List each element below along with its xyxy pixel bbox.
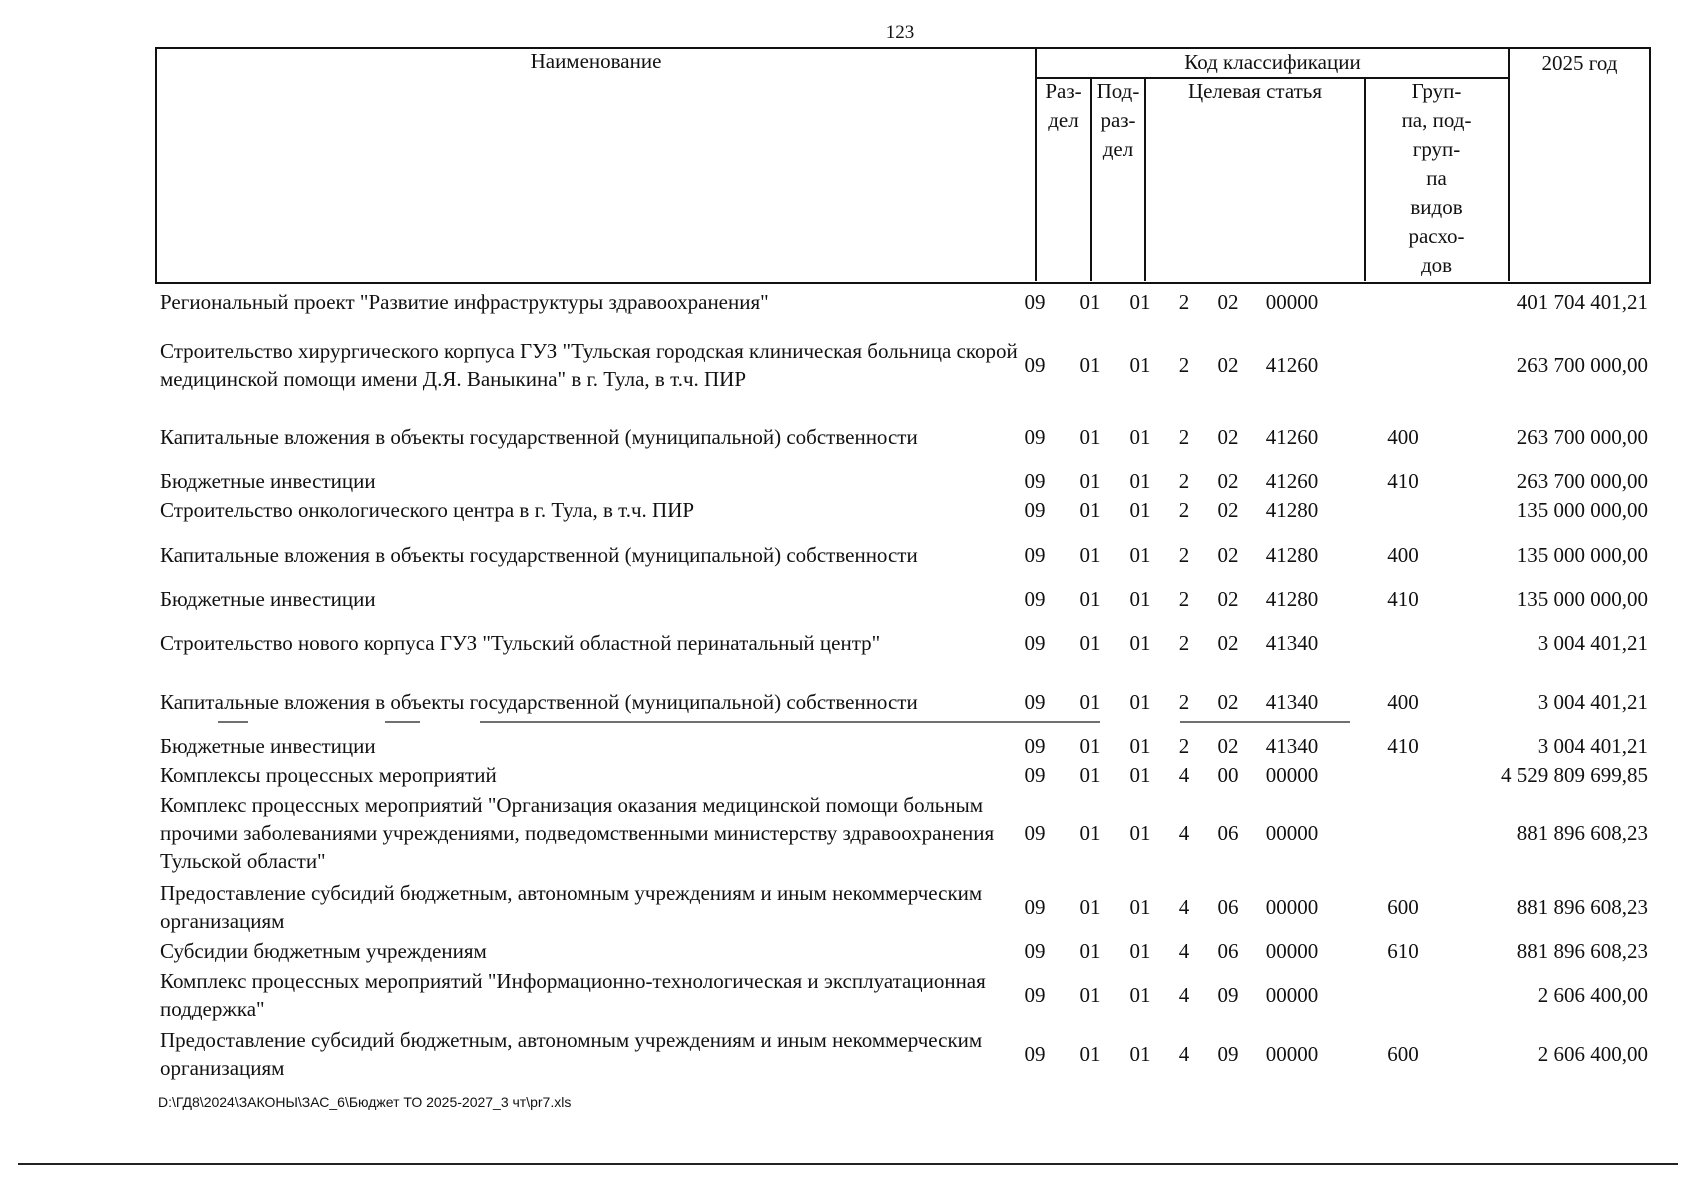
row-subsection: 01 [1079, 290, 1101, 314]
row-target-direction: 41340 [1265, 734, 1319, 758]
row-section: 09 [1024, 353, 1046, 377]
row-target-direction: 00000 [1265, 1042, 1319, 1066]
row-target-type: 2 [1178, 469, 1190, 493]
row-target-program: 01 [1129, 1042, 1151, 1066]
table-row [160, 496, 1648, 524]
row-subsection: 01 [1079, 763, 1101, 787]
table-row [160, 467, 1648, 495]
row-target-type: 4 [1178, 983, 1190, 1007]
row-expense-group: 400 [1387, 425, 1419, 449]
row-amount: 3 004 401,21 [1537, 734, 1648, 758]
row-section: 09 [1024, 631, 1046, 655]
row-expense-group: 600 [1387, 895, 1419, 919]
row-amount: 263 700 000,00 [1516, 353, 1648, 377]
table-row [160, 967, 1648, 1023]
row-amount: 881 896 608,23 [1516, 939, 1648, 963]
row-target-type: 2 [1178, 543, 1190, 567]
row-section: 09 [1024, 939, 1046, 963]
row-target-direction: 00000 [1265, 290, 1319, 314]
row-target-program: 01 [1129, 425, 1151, 449]
row-amount: 135 000 000,00 [1516, 498, 1648, 522]
row-target-structure: 06 [1217, 895, 1239, 919]
row-target-program: 01 [1129, 983, 1151, 1007]
row-target-structure: 02 [1217, 290, 1239, 314]
row-name: Комплексы процессных мероприятий [160, 763, 497, 787]
row-section: 09 [1024, 821, 1046, 845]
row-expense-group: 410 [1387, 734, 1419, 758]
row-target-structure: 02 [1217, 469, 1239, 493]
row-subsection: 01 [1079, 587, 1101, 611]
row-target-structure: 06 [1217, 821, 1239, 845]
row-name: Бюджетные инвестиции [160, 734, 376, 758]
row-name: Капитальные вложения в объекты государственной (муниципальной) собственности [160, 425, 918, 449]
row-target-program: 01 [1129, 734, 1151, 758]
row-name: Субсидии бюджетным учреждениям [160, 939, 487, 963]
row-section: 09 [1024, 734, 1046, 758]
row-target-type: 4 [1178, 895, 1190, 919]
table-row [160, 337, 1648, 393]
row-target-structure: 02 [1217, 543, 1239, 567]
row-expense-group: 400 [1387, 543, 1419, 567]
row-name: Бюджетные инвестиции [160, 469, 376, 493]
row-target-direction: 41340 [1265, 631, 1319, 655]
row-amount: 2 606 400,00 [1537, 1042, 1648, 1066]
row-target-program: 01 [1129, 469, 1151, 493]
row-section: 09 [1024, 895, 1046, 919]
row-target-direction: 00000 [1265, 821, 1319, 845]
row-name: Предоставление субсидий бюджетным, автономным учреждениям и иным некоммерческим организациям [160, 1028, 983, 1080]
row-name: Строительство онкологического центра в г. Тула, в т.ч. ПИР [160, 498, 695, 522]
row-subsection: 01 [1079, 939, 1101, 963]
row-section: 09 [1024, 983, 1046, 1007]
row-name: Бюджетные инвестиции [160, 587, 376, 611]
row-target-direction: 00000 [1265, 939, 1319, 963]
row-name: Комплекс процессных мероприятий "Информационно-технологическая и эксплуатационная поддержка" [160, 969, 986, 1021]
row-expense-group: 610 [1387, 939, 1419, 963]
table-row [160, 423, 1648, 451]
row-amount: 881 896 608,23 [1516, 895, 1648, 919]
row-target-structure: 02 [1217, 690, 1239, 714]
row-target-type: 4 [1178, 939, 1190, 963]
row-name: Предоставление субсидий бюджетным, автономным учреждениям и иным некоммерческим организациям [160, 881, 983, 933]
row-target-structure: 02 [1217, 734, 1239, 758]
scan-artifact [218, 721, 248, 723]
row-section: 09 [1024, 690, 1046, 714]
row-subsection: 01 [1079, 498, 1101, 522]
row-expense-group: 410 [1387, 469, 1419, 493]
row-target-direction: 41280 [1265, 498, 1319, 522]
row-subsection: 01 [1079, 895, 1101, 919]
row-amount: 3 004 401,21 [1537, 631, 1648, 655]
row-target-direction: 41280 [1265, 543, 1319, 567]
row-target-type: 4 [1178, 763, 1190, 787]
row-subsection: 01 [1079, 690, 1101, 714]
row-section: 09 [1024, 763, 1046, 787]
row-target-program: 01 [1129, 939, 1151, 963]
row-name: Капитальные вложения в объекты государственной (муниципальной) собственности [160, 690, 918, 714]
row-target-program: 01 [1129, 498, 1151, 522]
header-year: 2025 год [1541, 51, 1618, 75]
row-expense-group: 600 [1387, 1042, 1419, 1066]
header-code-group: Код классификации [1184, 50, 1361, 74]
row-target-type: 4 [1178, 821, 1190, 845]
header-divider [1144, 77, 1146, 281]
table-header [155, 47, 1651, 284]
table-row [160, 937, 1648, 965]
row-target-direction: 41280 [1265, 587, 1319, 611]
row-subsection: 01 [1079, 631, 1101, 655]
footer-file-path: D:\ГД8\2024\ЗАКОНЫ\ЗАС_6\Бюджет ТО 2025-2027_3 чт\pr7.xls [158, 1094, 572, 1110]
scan-artifact [1180, 721, 1350, 723]
page-bottom-rule [18, 1163, 1678, 1165]
header-expense-group: Груп- па, под- груп- па видов расхо- дов [1401, 79, 1472, 277]
table-row [160, 288, 1648, 316]
row-section: 09 [1024, 1042, 1046, 1066]
table-row [160, 688, 1648, 716]
header-target-article: Целевая статья [1187, 79, 1323, 103]
row-target-structure: 09 [1217, 983, 1239, 1007]
row-target-direction: 41340 [1265, 690, 1319, 714]
row-section: 09 [1024, 290, 1046, 314]
row-subsection: 01 [1079, 821, 1101, 845]
table-row [160, 585, 1648, 613]
row-subsection: 01 [1079, 353, 1101, 377]
row-subsection: 01 [1079, 734, 1101, 758]
row-target-type: 2 [1178, 690, 1190, 714]
row-target-type: 2 [1178, 290, 1190, 314]
table-row [160, 1026, 1648, 1082]
row-section: 09 [1024, 498, 1046, 522]
row-target-program: 01 [1129, 543, 1151, 567]
row-target-program: 01 [1129, 631, 1151, 655]
table-row [160, 761, 1648, 789]
row-target-structure: 00 [1217, 763, 1239, 787]
row-target-direction: 00000 [1265, 895, 1319, 919]
row-subsection: 01 [1079, 425, 1101, 449]
row-target-direction: 41260 [1265, 469, 1319, 493]
scan-artifact [480, 721, 1100, 723]
row-name: Капитальные вложения в объекты государственной (муниципальной) собственности [160, 543, 918, 567]
row-section: 09 [1024, 543, 1046, 567]
row-subsection: 01 [1079, 543, 1101, 567]
row-amount: 881 896 608,23 [1516, 821, 1648, 845]
header-name: Наименование [530, 49, 662, 73]
row-subsection: 01 [1079, 983, 1101, 1007]
table-row [160, 732, 1648, 760]
row-amount: 263 700 000,00 [1516, 425, 1648, 449]
row-target-structure: 06 [1217, 939, 1239, 963]
row-section: 09 [1024, 425, 1046, 449]
row-target-type: 2 [1178, 631, 1190, 655]
row-amount: 3 004 401,21 [1537, 690, 1648, 714]
row-target-program: 01 [1129, 821, 1151, 845]
row-name: Комплекс процессных мероприятий "Организация оказания медицинской помощи больным прочими заболеваниями учреждениями, подведомственными министерству здравоохранения Тульской области" [160, 793, 995, 873]
row-expense-group: 400 [1387, 690, 1419, 714]
row-amount: 401 704 401,21 [1516, 290, 1648, 314]
row-amount: 2 606 400,00 [1537, 983, 1648, 1007]
row-subsection: 01 [1079, 469, 1101, 493]
row-target-structure: 02 [1217, 425, 1239, 449]
row-target-program: 01 [1129, 763, 1151, 787]
table-row [160, 791, 1648, 875]
row-target-type: 2 [1178, 425, 1190, 449]
header-subsection: Под- раз- дел [1096, 79, 1140, 161]
row-target-direction: 41260 [1265, 425, 1319, 449]
row-target-structure: 09 [1217, 1042, 1239, 1066]
row-name: Строительство нового корпуса ГУЗ "Тульский областной перинатальный центр" [160, 631, 881, 655]
row-name: Региональный проект "Развитие инфраструктуры здравоохранения" [160, 290, 769, 314]
row-target-structure: 02 [1217, 587, 1239, 611]
table-row [160, 629, 1648, 657]
row-target-program: 01 [1129, 353, 1151, 377]
header-divider [1508, 49, 1510, 281]
table-row [160, 541, 1648, 569]
row-target-direction: 00000 [1265, 983, 1319, 1007]
row-name: Строительство хирургического корпуса ГУЗ "Тульская городская клиническая больница скорой медицинской помощи имени Д.Я. Ваныкина" в г. Тула, в т.ч. ПИР [160, 339, 1018, 391]
row-target-program: 01 [1129, 690, 1151, 714]
row-target-type: 2 [1178, 587, 1190, 611]
row-target-program: 01 [1129, 290, 1151, 314]
page-number: 123 [885, 22, 915, 43]
row-expense-group: 410 [1387, 587, 1419, 611]
row-target-type: 2 [1178, 734, 1190, 758]
scan-artifact [385, 721, 420, 723]
row-amount: 263 700 000,00 [1516, 469, 1648, 493]
row-target-direction: 00000 [1265, 763, 1319, 787]
row-target-type: 2 [1178, 498, 1190, 522]
row-amount: 4 529 809 699,85 [1501, 763, 1648, 787]
row-amount: 135 000 000,00 [1516, 543, 1648, 567]
row-amount: 135 000 000,00 [1516, 587, 1648, 611]
row-section: 09 [1024, 587, 1046, 611]
row-target-type: 4 [1178, 1042, 1190, 1066]
row-target-direction: 41260 [1265, 353, 1319, 377]
row-target-structure: 02 [1217, 498, 1239, 522]
row-target-structure: 02 [1217, 353, 1239, 377]
table-row [160, 879, 1648, 935]
row-target-type: 2 [1178, 353, 1190, 377]
header-section: Раз- дел [1045, 79, 1082, 132]
row-target-structure: 02 [1217, 631, 1239, 655]
row-target-program: 01 [1129, 895, 1151, 919]
row-section: 09 [1024, 469, 1046, 493]
row-subsection: 01 [1079, 1042, 1101, 1066]
row-target-program: 01 [1129, 587, 1151, 611]
